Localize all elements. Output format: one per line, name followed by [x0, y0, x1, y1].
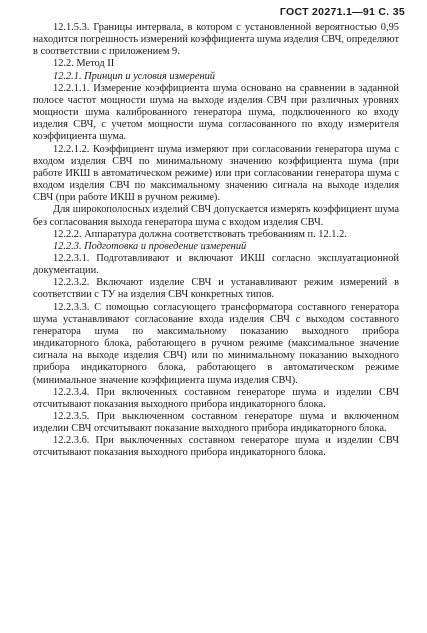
page-header: ГОСТ 20271.1—91 С. 35: [279, 6, 405, 18]
paragraph-12-1-5-3: 12.1.5.3. Границы интервала, в котором с установленной вероятностью 0,95 находится погрешность измерений коэффициента шума изделия СВЧ, определяют в соответствии с приложением 9.: [33, 22, 399, 58]
paragraph-12-2-3-2: 12.2.3.2. Включают изделие СВЧ и устанавливают режим измерений в соответствии с ТУ на изделия СВЧ конкретных типов.: [33, 277, 399, 301]
paragraph-12-2-1-2: 12.2.1.2. Коэффициент шума измеряют при согласовании генератора шума с входом изделия СВЧ по минимальному значению коэффициента шума (при работе ИКШ в автоматическом режиме) или при согласовании генератора шума с входом изделия СВЧ по максимальному значению сигнала на выходе изделия СВЧ (при работе ИКШ в ручном режиме).: [33, 143, 399, 204]
paragraph-12-2-2: 12.2.2. Аппаратура должна соответствовать требованиям п. 12.1.2.: [53, 228, 347, 240]
section-heading-method-2: 12.2. Метод II: [53, 58, 115, 70]
paragraph-12-2-3-4: 12.2.3.4. При включенных составном генераторе шума и изделии СВЧ отсчитывают показания выходного прибора индикаторного блока.: [33, 386, 399, 410]
paragraph-12-2-3-1: 12.2.3.1. Подготавливают и включают ИКШ согласно эксплуатационной документации.: [33, 252, 399, 277]
document-body: [33, 22, 399, 460]
subsection-heading-preparation: 12.2.3. Подготовка и проведение измерений: [53, 240, 247, 252]
subsection-heading-principle: 12.2.1. Принцип и условия измерений: [53, 70, 215, 82]
paragraph-12-2-1-1: 12.2.1.1. Измерение коэффициента шума основано на сравнении в заданной полосе частот мощности шума на выходе изделия СВЧ при различных уровнях мощности шума калиброванного генератора шума, подключенного ко входу изделия СВЧ, с учетом мощности шума согласованного по входу измерителя коэффициента шума.: [33, 82, 399, 143]
paragraph-12-2-3-6: 12.2.3.6. При выключенных составном генераторе шума и изделии СВЧ отсчитывают показания выходного прибора индикаторного блока.: [33, 435, 399, 459]
paragraph-12-2-3-5: 12.2.3.5. При выключенном составном генераторе шума и включенном изделии СВЧ отсчитывают показание выходного прибора индикаторного блока.: [33, 411, 399, 435]
paragraph-broadband-note: Для широкополосных изделий СВЧ допускается измерять коэффициент шума без согласования выхода генератора шума с входом изделия СВЧ.: [33, 204, 399, 228]
paragraph-12-2-3-3: 12.2.3.3. С помощью согласующего трансформатора составного генератора шума устанавливают согласование входа изделия СВЧ с выходом составного генератора шума по максимальному показанию выходного прибора индикаторного блока, работающего в ручном режиме (максимальное значение сигнала на выходе изделия СВЧ) или по минимальному показанию выходного прибора индикаторного блока, работающего в автоматическом режиме (минимальное значение коэффициента шума изделия СВЧ).: [33, 301, 399, 386]
